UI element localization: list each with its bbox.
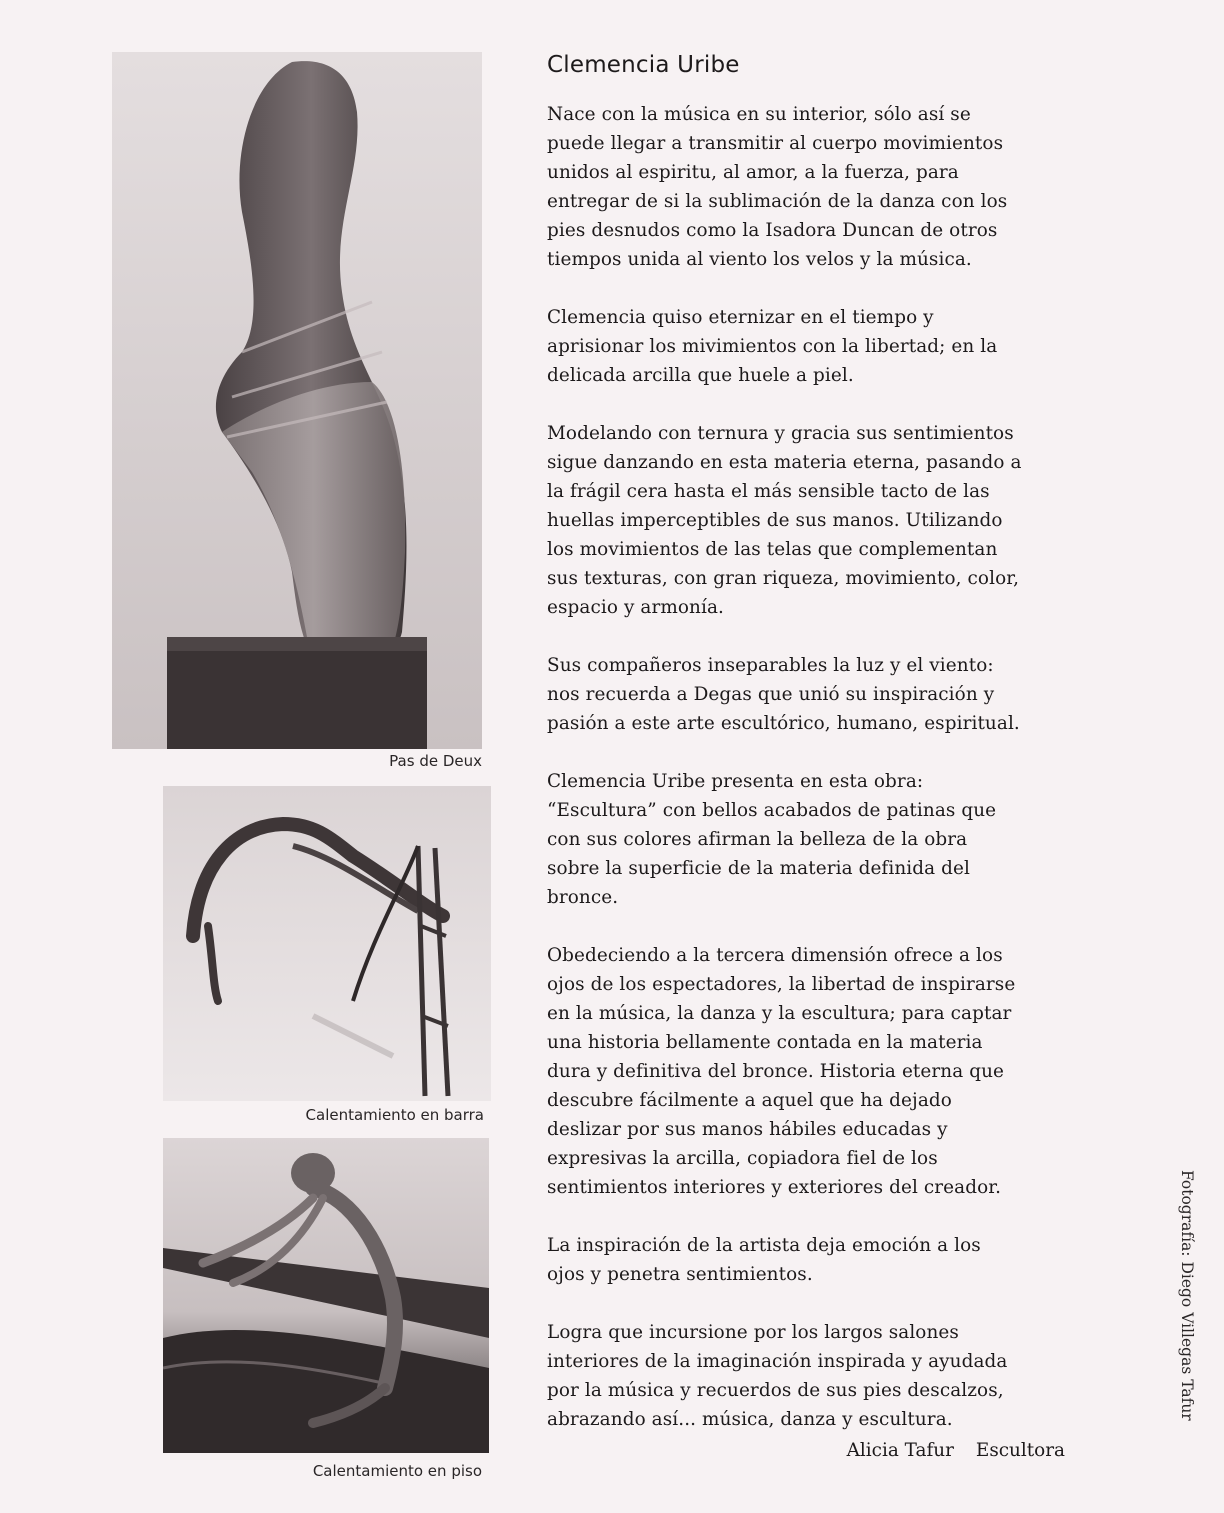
- author-role: Escultora: [975, 1440, 1065, 1461]
- photo-credit-text: Fotografía: Diego Villegas Tafur: [1178, 1170, 1196, 1421]
- article-title: Clemencia Uribe: [547, 52, 740, 78]
- dancer-at-barre-sculpture-photo: [163, 786, 491, 1101]
- article-paragraph: Sus compañeros inseparables la luz y el viento: nos recuerda a Degas que unió su inspiración y pasión a este arte escultórico, humano, espiritual.: [547, 655, 1020, 734]
- photo-calentamiento-barra: [163, 786, 491, 1101]
- photo-credit: [1172, 1170, 1200, 1442]
- dancer-floor-stretch-sculpture-photo: [163, 1138, 489, 1453]
- photo-calentamiento-piso: [163, 1138, 489, 1453]
- photo-pas-de-deux: [112, 52, 482, 749]
- author-name: Alicia Tafur: [846, 1440, 954, 1461]
- article-paragraph: Nace con la música en su interior, sólo así se puede llegar a transmitir al cuerpo movimientos unidos al espiritu, al amor, a la fuerza, para entregar de si la sublimación de la danza con los pies desnudos como la Isadora Duncan de otros tiempos unida al viento los velos y la música.: [547, 104, 1008, 270]
- photo-caption: Calentamiento en piso: [312, 1462, 482, 1480]
- photo-caption: Calentamiento en barra: [305, 1106, 484, 1124]
- article-paragraph: Clemencia quiso eternizar en el tiempo y aprisionar los mivimientos con la libertad; en la delicada arcilla que huele a piel.: [547, 307, 998, 386]
- article-paragraph: Modelando con ternura y gracia sus sentimientos sigue danzando en esta materia eterna, pasando a la frágil cera hasta el más sensible tacto de las huellas imperceptibles de sus manos. Utilizando los movimientos de las telas que complementan sus texturas, con gran riqueza, movimiento, color, espacio y armonía.: [547, 423, 1022, 618]
- article-paragraph: Obedeciendo a la tercera dimensión ofrece a los ojos de los espectadores, la libertad de inspirarse en la música, la danza y la escultura; para captar una historia bellamente contada en la materia dura y definitiva del bronce. Historia eterna que descubre fácilmente a aquel que ha dejado deslizar por sus manos hábiles educadas y expresivas la arcilla, copiadora fiel de los sentimientos interiores y exteriores del creador.: [547, 945, 1016, 1198]
- article-paragraph: Logra que incursione por los largos salones interiores de la imaginación inspirada y ayudada por la música y recuerdos de sus pies descalzos, abrazando así... música, danza y escultura.: [547, 1322, 1008, 1430]
- author-signature: [847, 1440, 1065, 1461]
- article-paragraph: Clemencia Uribe presenta en esta obra: “Escultura” con bellos acabados de patinas que con sus colores afirman la belleza de la obra sobre la superficie de la materia definida del bronce.: [547, 771, 997, 908]
- pointe-shoe-sculpture-photo: [112, 52, 482, 749]
- photo-caption: Pas de Deux: [389, 752, 482, 770]
- article-body: [547, 52, 1107, 1463]
- article-paragraph: La inspiración de la artista deja emoción a los ojos y penetra sentimientos.: [547, 1235, 981, 1285]
